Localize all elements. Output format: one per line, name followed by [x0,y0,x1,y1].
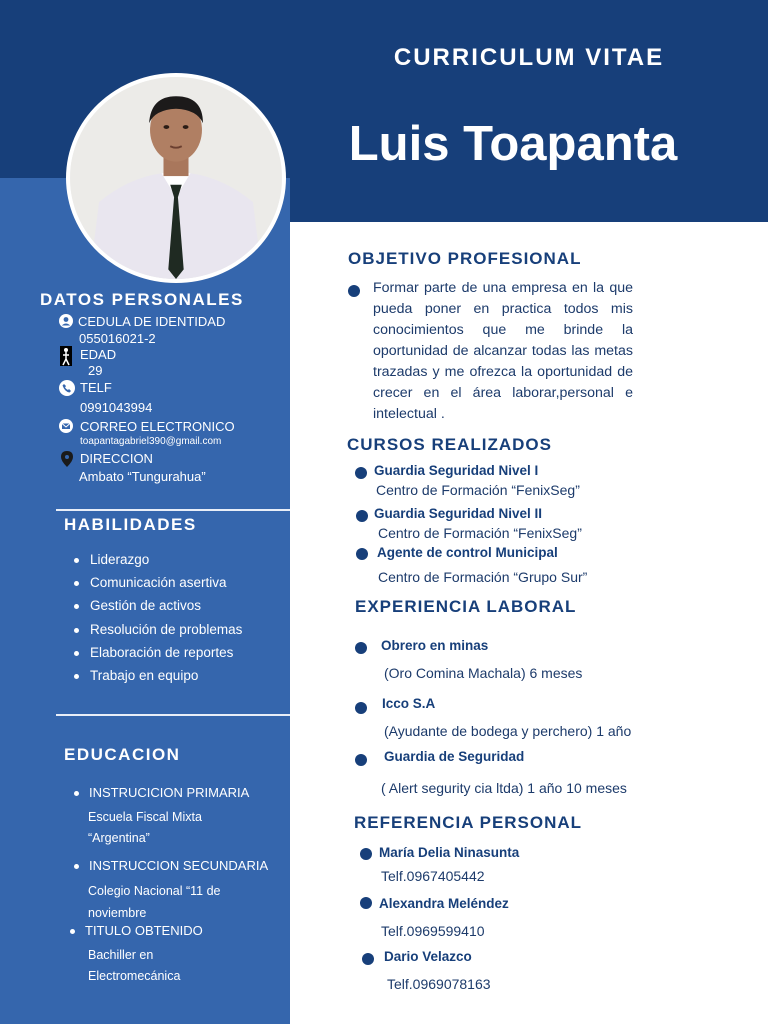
document-subtitle: CURRICULUM VITAE [393,44,665,71]
bullet-dot [348,285,360,297]
course-place: Centro de Formación “FenixSeg” [378,525,582,541]
id-value: 055016021-2 [79,331,156,346]
experience-role: Guardia de Seguridad [384,749,525,764]
reference-name: María Delia Ninasunta [379,845,520,860]
reference-phone: Telf.0969078163 [387,976,491,992]
course-name: Guardia Seguridad Nivel I [374,463,539,478]
experience-title: EXPERIENCIA LABORAL [355,597,577,616]
skill-item: Elaboración de reportes [72,643,242,666]
experience-detail: (Oro Comina Machala) 6 meses [384,665,583,681]
education-detail: Bachiller en [88,948,154,962]
bullet-dot [356,548,368,560]
education-item: INSTRUCCION SECUNDARIA [74,858,268,873]
phone-value: 0991043994 [80,400,153,415]
email-label: CORREO ELECTRONICO [80,419,235,434]
skill-item: Trabajo en equipo [72,666,242,689]
education-item: TITULO OBTENIDO [70,923,203,938]
bullet-dot [360,897,372,909]
skills-list [72,550,242,689]
id-label: CEDULA DE IDENTIDAD [78,314,226,329]
age-label: EDAD [80,347,117,362]
divider-personal [56,509,290,511]
education-detail: Electromecánica [88,969,181,983]
experience-role: Obrero en minas [381,638,489,653]
person-icon [60,346,72,366]
phone-label: TELF [80,380,112,395]
bullet-dot [355,754,367,766]
experience-role: Icco S.A [382,696,436,711]
education-detail: “Argentina” [88,831,150,845]
education-detail: Escuela Fiscal Mixta [88,810,202,824]
bullet-dot [355,702,367,714]
bullet-dot [362,953,374,965]
email-icon [59,419,73,433]
objective-text: Formar parte de una empresa en la que pueda poner en practica todos mis conocimientos que me brinde la oportunidad de alcanzar todas las metas trazadas y me ofrezca la oportunidad de crecer en el área laborar,personal e intelectual . [373,280,633,422]
reference-phone: Telf.0967405442 [381,868,485,884]
profile-photo [66,73,286,283]
skill-item: Comunicación asertiva [72,573,242,596]
references-title: REFERENCIA PERSONAL [354,813,583,832]
course-place: Centro de Formación “Grupo Sur” [378,569,588,585]
divider-skills [56,714,290,716]
phone-icon [59,380,75,396]
education-item: INSTRUCICION PRIMARIA [74,785,249,800]
id-card-icon [59,314,73,328]
experience-detail: ( Alert segurity cia ltda) 1 año 10 meses [381,780,627,796]
age-value: 29 [88,363,103,378]
reference-name: Dario Velazco [384,949,472,964]
bullet-dot [355,467,367,479]
bullet-dot [355,642,367,654]
education-detail: noviembre [88,906,147,920]
address-label: DIRECCION [80,451,153,466]
education-title: EDUCACION [64,745,181,764]
bullet-dot [360,848,372,860]
email-value: toapantagabriel390@gmail.com [80,436,222,447]
objective-title: OBJETIVO PROFESIONAL [348,249,582,268]
skill-item: Liderazgo [72,550,242,573]
reference-name: Alexandra Meléndez [379,896,509,911]
candidate-name: Luis Toapanta [348,117,678,171]
courses-title: CURSOS REALIZADOS [347,435,552,454]
skill-item: Gestión de activos [72,596,242,619]
location-icon [61,451,73,467]
course-name: Guardia Seguridad Nivel II [374,506,543,521]
bullet-dot [356,510,368,522]
reference-phone: Telf.0969599410 [381,923,485,939]
experience-detail: (Ayudante de bodega y perchero) 1 año [384,723,632,739]
address-value: Ambato “Tungurahua” [79,469,206,484]
education-detail: Colegio Nacional “11 de [88,884,221,898]
skill-item: Resolución de problemas [72,620,242,643]
course-place: Centro de Formación “FenixSeg” [376,482,580,498]
course-name: Agente de control Municipal [377,545,558,560]
personal-data-title: DATOS PERSONALES [40,290,244,309]
skills-title: HABILIDADES [64,515,197,534]
profile-photo-illustration [70,77,282,279]
